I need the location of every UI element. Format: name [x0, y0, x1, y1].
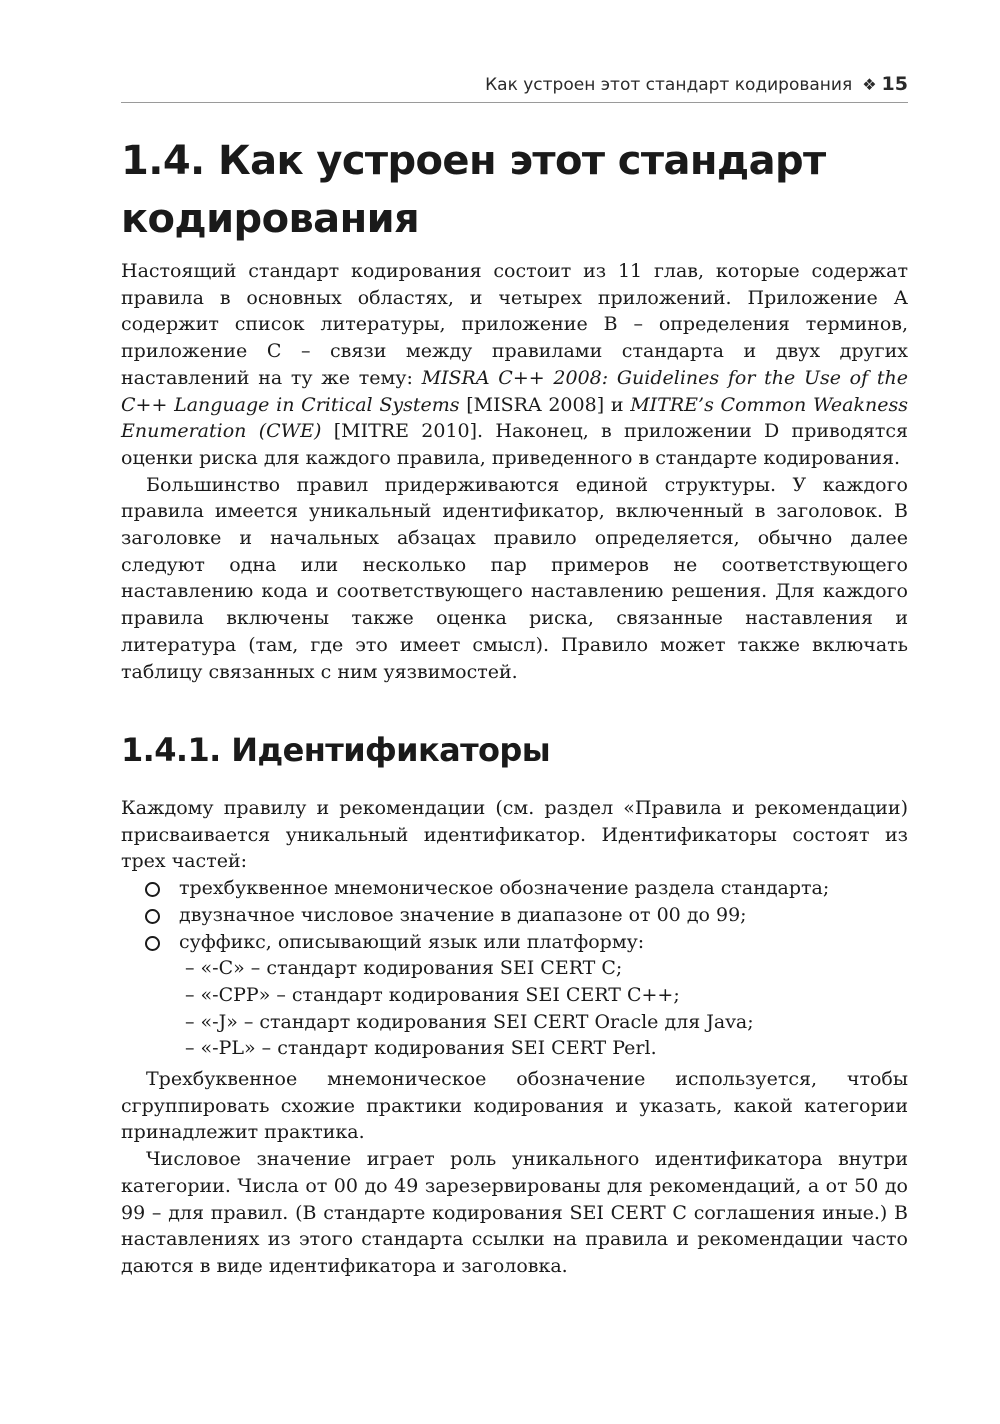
- cwe-citation-title: MITRE’s Common Weakness Enumeration (CWE): [121, 393, 908, 443]
- paragraph-1: [121, 258, 908, 472]
- page-number: 15: [881, 73, 908, 95]
- bullet-list: [121, 875, 908, 1062]
- diamond-ornament-icon: ❖: [862, 75, 876, 94]
- circle-bullet-icon: [145, 909, 160, 924]
- running-title: Как устроен этот стандарт кодирования: [485, 75, 853, 95]
- section-title: 1.4. Как устроен этот стандарт кодирования: [121, 138, 826, 242]
- sub-list-item: – «-CPP» – стандарт кодирования SEI CERT C++;: [185, 983, 680, 1006]
- list-item-text: трехбуквенное мнемоническое обозначение раздела стандарта;: [179, 877, 830, 900]
- section-body: [121, 258, 908, 685]
- list-item: [121, 875, 908, 902]
- list-item-text: суффикс, описывающий язык или платформу:: [179, 930, 645, 953]
- sub-list-item: – «-J» – стандарт кодирования SEI CERT Oracle для Java;: [185, 1010, 754, 1033]
- list-item-text: двузначное числовое значение в диапазоне от 00 до 99;: [179, 903, 747, 926]
- paragraph-1-part-a: Настоящий стандарт кодирования состоит из 11 глав, которые содержат правила в основных областях, и четырех приложений. Приложение А содержит список литературы, приложение B – определения терминов, приложение C – связи между правилами стандарта и двух других наставлений на ту же тему:: [121, 260, 908, 389]
- paragraph-3: Трехбуквенное мнемоническое обозначение используется, чтобы сгруппировать схожие практики кодирования и указать, какой категории принадлежит практика.: [121, 1068, 908, 1144]
- suffix-sublist: [121, 955, 908, 1062]
- subsection-intro: Каждому правилу и рекомендации (см. раздел «Правила и рекомендации) присваивается уникальный идентификатор. Идентификаторы состоят из трех частей:: [121, 797, 908, 873]
- subsection-title: 1.4.1. Идентификаторы: [121, 731, 551, 769]
- sub-list-item: – «-PL» – стандарт кодирования SEI CERT Perl.: [185, 1037, 657, 1060]
- list-item: [121, 902, 908, 929]
- paragraph-2: Большинство правил придерживаются единой структуры. У каждого правила имеется уникальный идентификатор, включенный в заголовок. В заголовке и начальных абзацах правило определяется, обычно далее следуют одна или несколько пар примеров не соответствующего наставлению кода и соответствующего наставлению решения. Для каждого правила включены также оценка риска, связанные наставления и литература (там, где это имеет смысл). Правило может также включать таблицу связанных с ним уязвимостей.: [121, 473, 908, 683]
- circle-bullet-icon: [145, 882, 160, 897]
- misra-citation-title: MISRA C++ 2008: Guidelines for the Use of the C++ Language in Critical Systems: [121, 366, 908, 416]
- circle-bullet-icon: [145, 936, 160, 951]
- paragraph-1-part-b: [MISRA 2008] и: [459, 393, 631, 416]
- paragraph-1-part-c: [MITRE 2010]. Наконец, в приложении D приводятся оценки риска для каждого правила, приведенного в стандарте кодирования.: [121, 420, 909, 469]
- sub-list-item: – «-C» – стандарт кодирования SEI CERT C;: [185, 957, 623, 980]
- subsection-body: [121, 795, 908, 1280]
- paragraph-4: Числовое значение играет роль уникального идентификатора внутри категории. Числа от 00 до 49 зарезервированы для рекомендаций, а от 50 до 99 – для правил. (В стандарте кодирования SEI CERT C соглашения иные.) В наставлениях из этого стандарта ссылки на правила и рекомендации часто даются в виде идентификатора и заголовка.: [121, 1148, 908, 1277]
- list-item: [121, 929, 908, 1063]
- running-header: [121, 70, 908, 103]
